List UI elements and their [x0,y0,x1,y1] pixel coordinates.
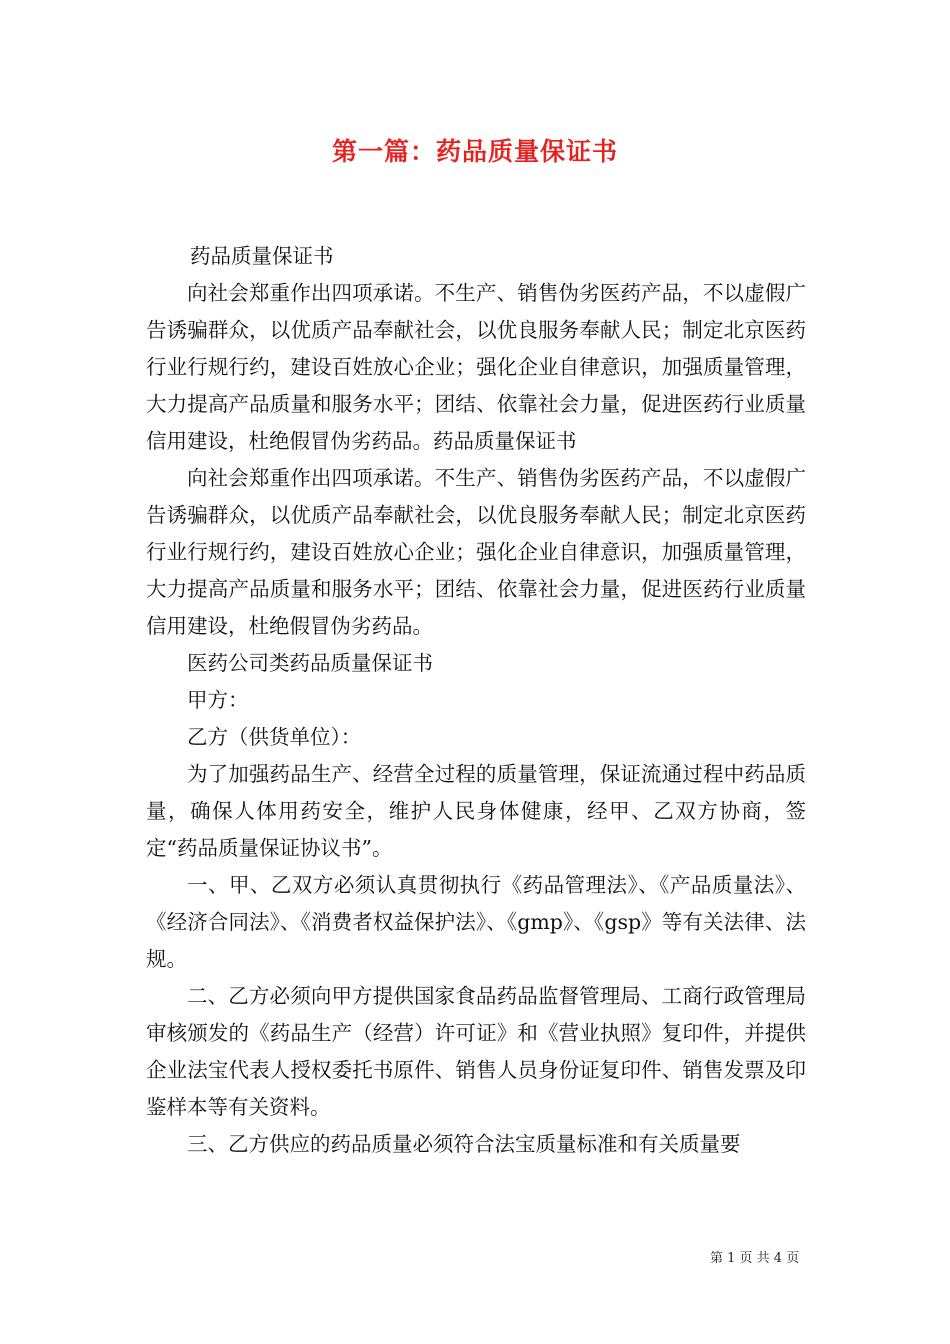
paragraph: 为了加强药品生产、经营全过程的质量管理，保证流通过程中药品质量，确保人体用药安全，维护人民身体健康，经甲、乙双方协商，签定“药品质量保证协议书”。 [146,762,806,860]
paragraph-heading: 医药公司类药品质量保证书 [187,651,433,675]
page-number-footer: 第 1 页 共 4 页 [710,1251,800,1266]
paragraph: 向社会郑重作出四项承诺。不生产、销售伪劣医药产品，不以虚假广告诱骗群众，以优质产品奉献社会，以优良服务奉献人民；制定北京医药行业行规行约，建设百姓放心企业；强化企业自律意识，加强质量管理，大力提高产品质量和服务水平；团结、依靠社会力量，促进医药行业质量信用建设，杜绝假冒伪劣药品。药品质量保证书 [146,281,806,453]
page-title: 第一篇：药品质量保证书 [331,137,618,166]
paragraph-clause-1: 一、甲、乙双方必须认真贯彻执行《药品管理法》、《产品质量法》、《经济合同法》、《消费者权益保护法》、《gmp》、《gsp》等有关法律、法规。 [146,873,806,971]
paragraph-clause-3: 三、乙方供应的药品质量必须符合法宝质量标准和有关质量要 [187,1132,741,1156]
paragraph-party-b: 乙方（供货单位）： [187,725,362,749]
document-body [146,238,806,1163]
paragraph-party-a: 甲方： [187,688,249,712]
paragraph-clause-2: 二、乙方必须向甲方提供国家食品药品监督管理局、工商行政管理局审核颁发的《药品生产（经营）许可证》和《营业执照》复印件，并提供企业法宝代表人授权委托书原件、销售人员身份证复印件、销售发票及印鉴样本等有关资料。 [146,984,806,1119]
paragraph-subtitle: 药品质量保证书 [190,244,334,268]
paragraph: 向社会郑重作出四项承诺。不生产、销售伪劣医药产品，不以虚假广告诱骗群众，以优质产品奉献社会，以优良服务奉献人民；制定北京医药行业行规行约，建设百姓放心企业；强化企业自律意识，加强质量管理，大力提高产品质量和服务水平；团结、依靠社会力量，促进医药行业质量信用建设，杜绝假冒伪劣药品。 [146,466,806,638]
